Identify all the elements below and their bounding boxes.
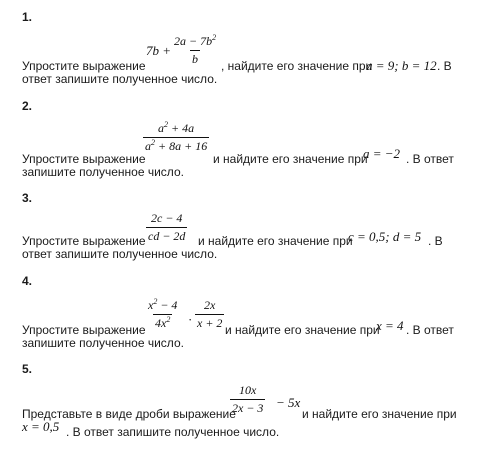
task-mid: и найдите его значение при bbox=[225, 323, 380, 337]
task-condition: x = 0,5 bbox=[22, 419, 60, 434]
multiply-dot: · bbox=[188, 312, 193, 327]
fraction-numerator: 10x bbox=[239, 383, 257, 397]
expression-fraction bbox=[143, 121, 209, 154]
task-prefix: Упростите выражение bbox=[22, 152, 146, 166]
task-mid: и найдите его значение при bbox=[198, 234, 353, 248]
task-suffix: . В ответ bbox=[406, 323, 454, 337]
task-condition: a = 9; b = 12 bbox=[366, 58, 437, 73]
expression-fraction bbox=[146, 211, 187, 244]
fraction-denominator: $4x^2$ bbox=[155, 315, 171, 330]
expression-fraction bbox=[172, 34, 218, 67]
task-mid: и найдите его значение при bbox=[213, 152, 368, 166]
task-suffix: . В ответ bbox=[406, 152, 454, 166]
task-number: 2. bbox=[22, 99, 33, 113]
task-condition: x = 4 bbox=[376, 318, 404, 333]
fraction-denominator: b bbox=[192, 52, 199, 66]
task-prefix: Упростите выражение bbox=[22, 234, 146, 248]
task-prefix: Представьте в виде дроби выражение bbox=[22, 407, 236, 421]
task-number: 1. bbox=[22, 10, 33, 24]
fraction-numerator: $2a - 7b^2$ bbox=[174, 33, 217, 48]
expression-fraction bbox=[230, 383, 265, 416]
task-suffix-line2: ответ запишите полученное число. bbox=[22, 247, 218, 261]
task-suffix: . В bbox=[437, 59, 452, 73]
task-number: 4. bbox=[22, 274, 33, 288]
expression-fraction-2 bbox=[195, 298, 224, 331]
fraction-numerator: 2x bbox=[204, 298, 216, 312]
fraction-denominator: 2x − 3 bbox=[232, 401, 264, 415]
task-suffix-line2: ответ запишите полученное число. bbox=[22, 72, 218, 86]
fraction-denominator: cd − 2d bbox=[148, 229, 186, 243]
task-suffix-line2: запишите полученное число. bbox=[22, 336, 184, 350]
fraction-denominator: $a^2 + 8a + 16$ bbox=[145, 138, 208, 153]
fraction-numerator: $x^2 - 4$ bbox=[148, 297, 178, 312]
task-suffix-line2: . В ответ запишите полученное число. bbox=[66, 425, 280, 439]
expression-fraction-1 bbox=[146, 298, 179, 331]
fraction-numerator: 2c − 4 bbox=[151, 211, 183, 225]
task-condition: c = 0,5; d = 5 bbox=[348, 229, 422, 244]
task-prefix: Упростите выражение bbox=[22, 59, 146, 73]
fraction-numerator: $a^2 + 4a$ bbox=[158, 120, 195, 135]
task-suffix: . В bbox=[428, 234, 443, 248]
task-condition: a = −2 bbox=[363, 146, 401, 161]
task-suffix-line2: запишите полученное число. bbox=[22, 165, 184, 179]
task-prefix: Упростите выражение bbox=[22, 323, 146, 337]
task-mid: , найдите его значение при bbox=[221, 59, 373, 73]
expression-lead: 7b + bbox=[146, 43, 172, 58]
task-number: 3. bbox=[22, 191, 33, 205]
fraction-denominator: x + 2 bbox=[197, 316, 223, 330]
task-mid: и найдите его значение при bbox=[302, 407, 457, 421]
expression-tail: − 5x bbox=[276, 395, 301, 410]
task-number: 5. bbox=[22, 362, 33, 376]
